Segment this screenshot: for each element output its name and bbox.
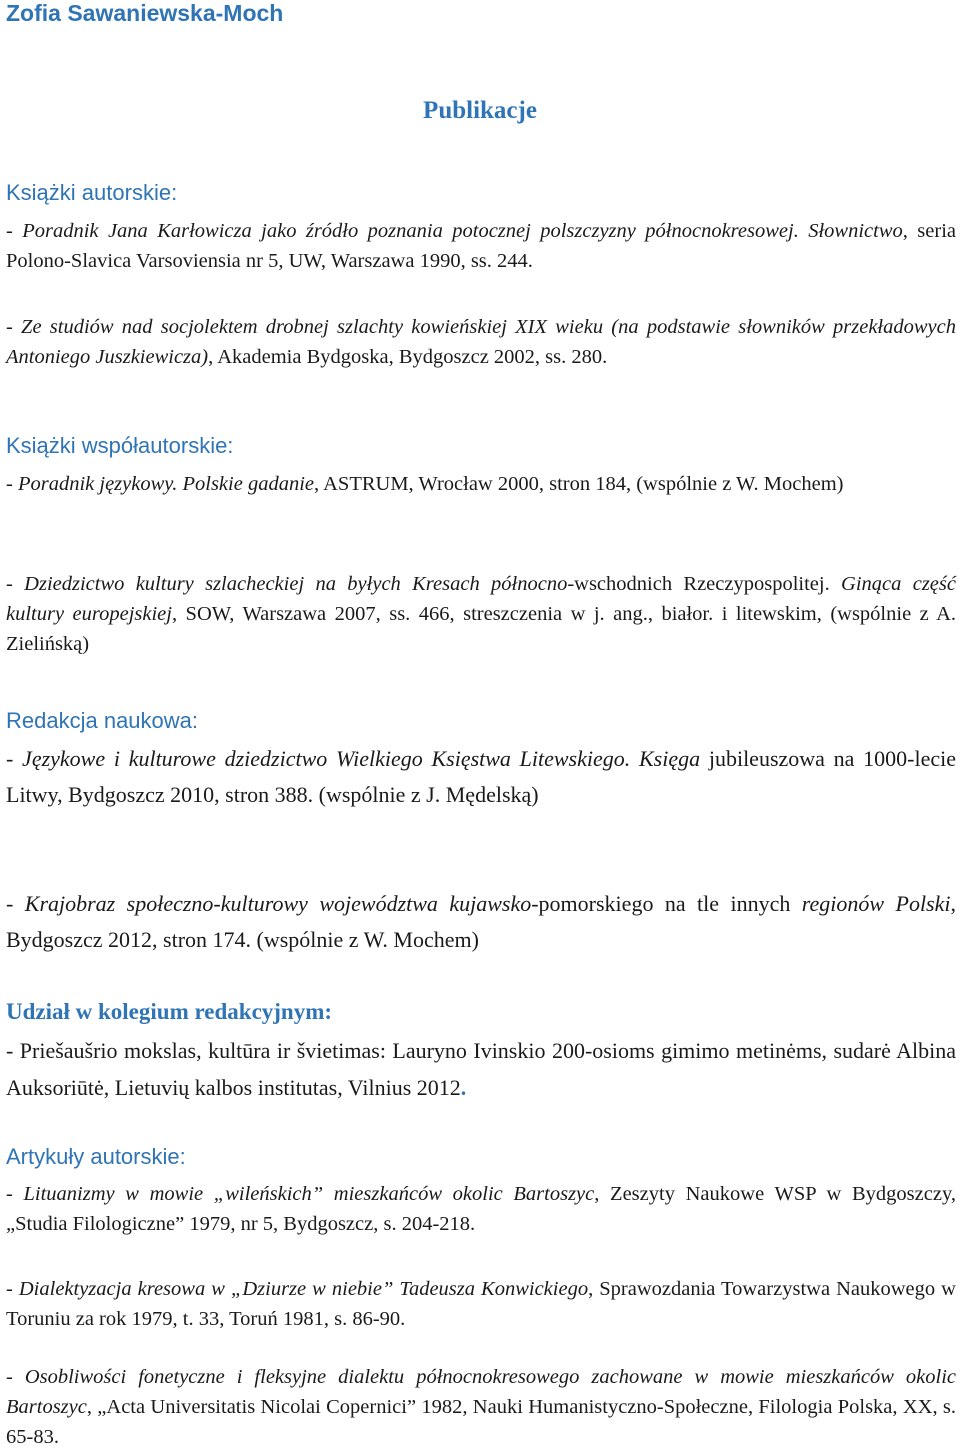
section-heading-coauthored: Książki współautorskie: — [6, 433, 234, 458]
section-heading-articles: Artykuły autorskie: — [6, 1144, 186, 1169]
list-item: - Językowe i kulturowe dziedzictwo Wielkiego Księstwa Litewskiego. Księga jubileuszowa na 1000-lecie Litwy, Bydgoszcz 2010, stron 388. (wspólnie z J. Mędelską) — [6, 746, 956, 807]
list-item: - Dziedzictwo kultury szlacheckiej na byłych Kresach północno-wschodnich Rzeczypospolitej. Ginąca część kultury europejskiej, SOW, Warszawa 2007, ss. 466, streszczenia w j. ang., białor. i litewskim, (wspólnie z A. Zielińską) — [6, 573, 956, 655]
section-heading-board: Udział w kolegium redakcyjnym: — [6, 999, 333, 1024]
list-item: - Osobliwości fonetyczne i fleksyjne dialektu północnokresowego zachowane w mowie mieszkańców okolic Bartoszyc, „Acta Universitatis Nicolai Copernici” 1982, Nauki Humanistyczno-Społeczne, Filologia Polska, XX, s. 65-83. — [6, 1366, 956, 1448]
list-item: - Poradnik Jana Karłowicza jako źródło poznania potocznej polszczyzny północnokresowej. Słownictwo, seria Polono-Slavica Varsoviensia nr 5, UW, Warszawa 1990, ss. 244. — [6, 220, 956, 272]
section-heading-books: Książki autorskie: — [6, 180, 178, 205]
list-item: - Ze studiów nad socjolektem drobnej szlachty kowieńskiej XIX wieku (na podstawie słowników przekładowych Antoniego Juszkiewicza), Akademia Bydgoska, Bydgoszcz 2002, ss. 280. — [6, 316, 956, 368]
list-item: - Poradnik językowy. Polskie gadanie, ASTRUM, Wrocław 2000, stron 184, (wspólnie z W. Mochem) — [6, 473, 844, 495]
list-item: - Lituanizmy w mowie „wileńskich” mieszkańców okolic Bartoszyc, Zeszyty Naukowe WSP w Bydgoszczy, „Studia Filologiczne” 1979, nr 5, Bydgoszcz, s. 204-218. — [6, 1183, 956, 1235]
list-item: - Krajobraz społeczno-kulturowy województwa kujawsko-pomorskiego na tle innych regionów Polski, Bydgoszcz 2012, stron 174. (wspólnie z W. Mochem) — [6, 891, 956, 952]
list-item: - Dialektyzacja kresowa w „Dziurze w niebie” Tadeusza Konwickiego, Sprawozdania Towarzystwa Naukowego w Toruniu za rok 1979, t. 33, Toruń 1981, s. 86-90. — [6, 1278, 956, 1330]
section-heading-editorial: Redakcja naukowa: — [6, 708, 199, 733]
page-title: Publikacje — [423, 97, 537, 124]
author-name: Zofia Sawaniewska-Moch — [6, 0, 284, 26]
list-item: - Priešaušrio mokslas, kultūra ir švietimas: Lauryno Ivinskio 200-osioms gimimo metinėms, sudarė Albina Auksoriūtė, Lietuvių kalbos institutas, Vilnius 2012. — [6, 1038, 956, 1100]
